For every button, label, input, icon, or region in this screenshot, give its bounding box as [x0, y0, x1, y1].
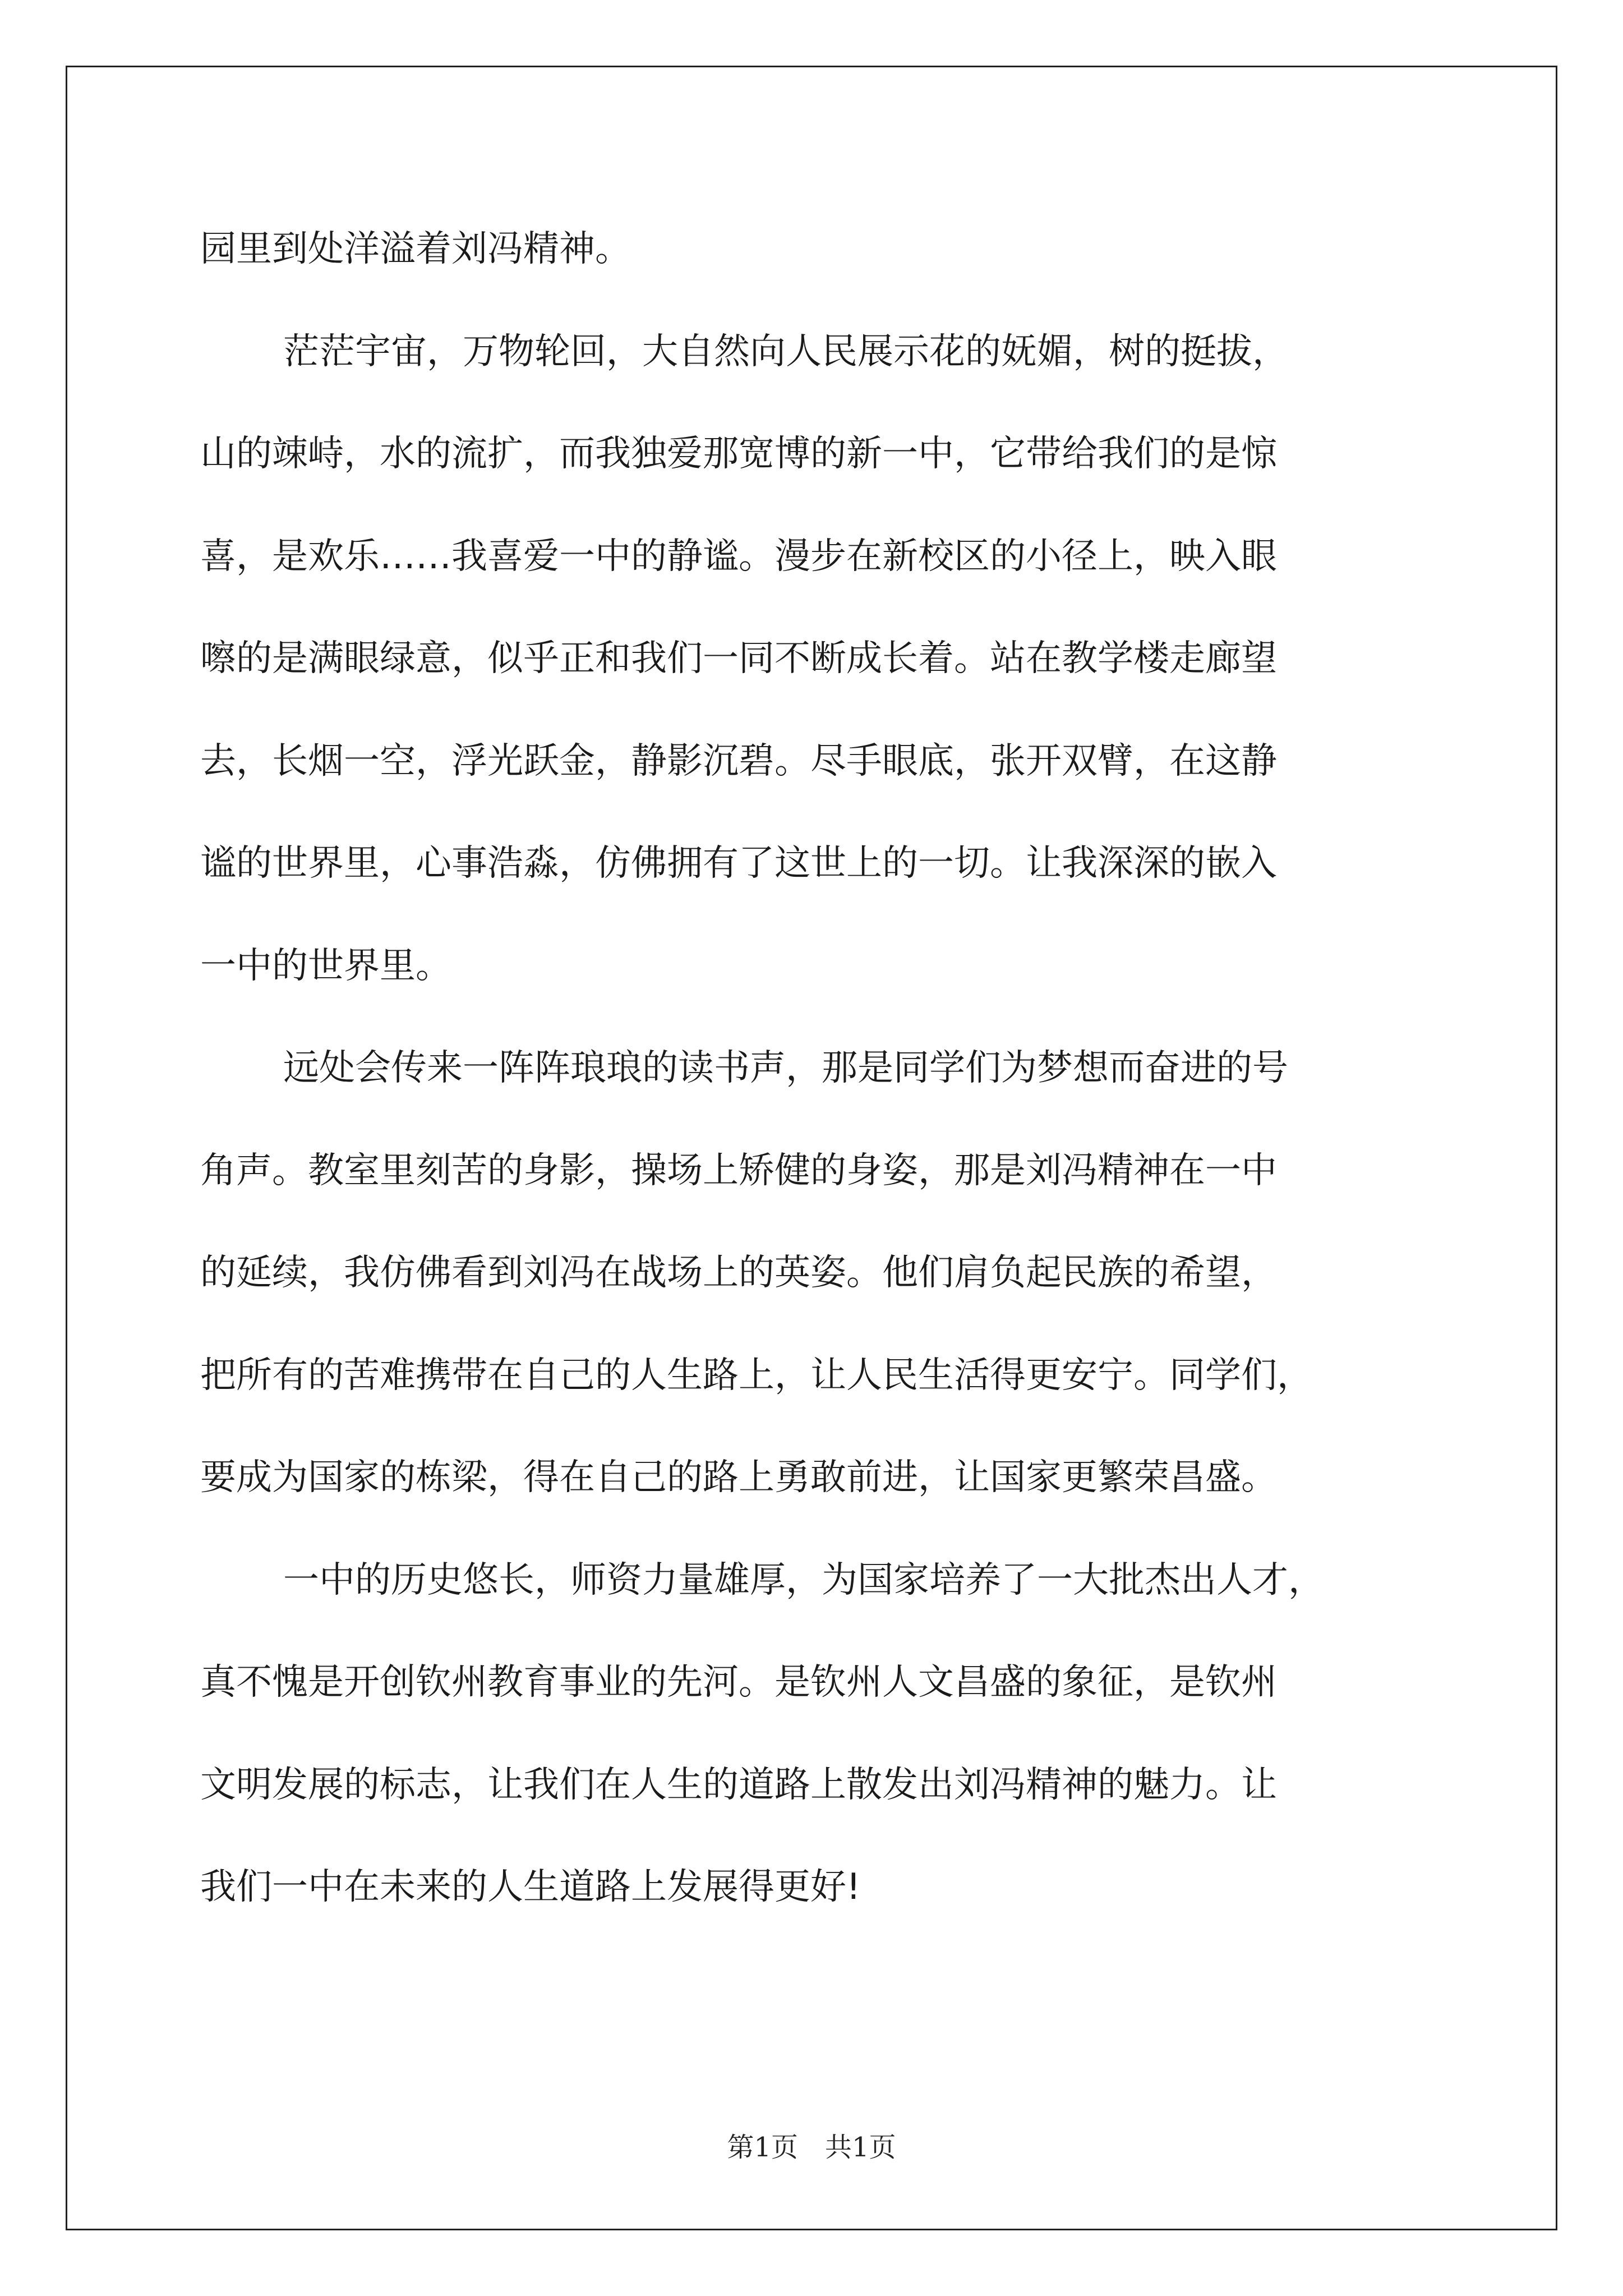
paragraph-first-line: 一中的历史悠长，师资力量雄厚，为国家培养了一大批杰出人才， [283, 1559, 1324, 1601]
body-line: 的延续，我仿佛看到刘冯在战场上的英姿。他们肩负起民族的希望， [200, 1252, 1277, 1294]
body-line: 文明发展的标志，让我们在人生的道路上散发出刘冯精神的魅力。让 [200, 1764, 1277, 1806]
body-line: 喜，是欢乐……我喜爱一中的静谧。漫步在新校区的小径上，映入眼 [200, 536, 1277, 577]
page-number-footer: 第1页 共1页 [727, 2132, 896, 2163]
body-line: 把所有的苦难携带在自己的人生路上，让人民生活得更安宁。同学们， [200, 1355, 1313, 1396]
body-line: 一中的世界里。 [200, 945, 451, 987]
body-line: 要成为国家的栋梁，得在自己的路上勇敢前进，让国家更繁荣昌盛。 [200, 1457, 1277, 1498]
body-line: 去，长烟一空，浮光跃金，静影沉碧。尽手眼底，张开双臂，在这静 [200, 740, 1277, 782]
body-line: 角声。教室里刻苦的身影，操场上矫健的身姿，那是刘冯精神在一中 [200, 1150, 1277, 1191]
body-line: 山的竦峙，水的流扩，而我独爱那宽博的新一中，它带给我们的是惊 [200, 433, 1277, 475]
body-line: 真不愧是开创钦州教育事业的先河。是钦州人文昌盛的象征，是钦州 [200, 1662, 1277, 1703]
body-line: 我们一中在未来的人生道路上发展得更好! [200, 1866, 861, 1908]
body-line: 嚓的是满眼绿意，似乎正和我们一同不断成长着。站在教学楼走廊望 [200, 638, 1277, 679]
paragraph-first-line: 远处会传来一阵阵琅琅的读书声，那是同学们为梦想而奋进的号 [283, 1047, 1288, 1089]
body-line: 谧的世界里，心事浩淼，仿佛拥有了这世上的一切。让我深深的嵌入 [200, 843, 1277, 884]
paragraph-first-line: 茫茫宇宙，万物轮回，大自然向人民展示花的妩媚，树的挺拔， [283, 331, 1288, 372]
body-line: 园里到处洋溢着刘冯精神。 [200, 228, 631, 270]
